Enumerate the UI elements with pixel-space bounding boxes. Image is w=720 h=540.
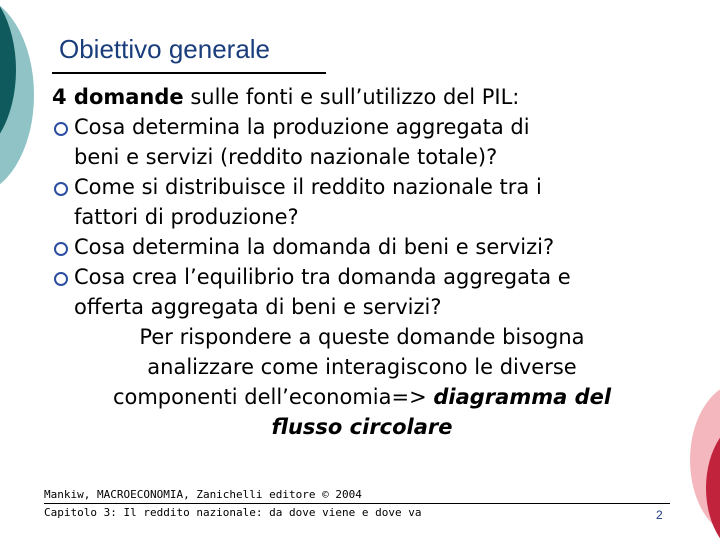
question-line: offerta aggregata di beni e servizi? — [74, 295, 442, 319]
question-item — [52, 172, 692, 232]
conclusion-line — [52, 382, 672, 412]
slide-title: Obiettivo generale — [59, 34, 271, 64]
conclusion-emphasis: flusso circolare — [271, 415, 453, 439]
conclusion-line: analizzare come interagiscono le diverse — [147, 355, 577, 379]
slide-body — [52, 82, 692, 442]
question-item — [52, 262, 692, 322]
title-underline — [52, 72, 326, 74]
bullet-icon — [54, 122, 68, 136]
conclusion-line: Per rispondere a queste domande bisogna — [139, 325, 585, 349]
question-item — [52, 112, 692, 172]
intro-rest: sulle fonti e sull’utilizzo del PIL: — [183, 85, 520, 109]
conclusion-line — [52, 412, 672, 442]
question-line: Cosa crea l’equilibrio tra domanda aggregata e — [74, 265, 571, 289]
question-item — [52, 232, 692, 262]
conclusion-paragraph — [52, 322, 692, 442]
intro-line — [52, 82, 692, 112]
bullet-icon — [54, 182, 68, 196]
footer-divider — [44, 503, 670, 504]
intro-bold: 4 domande — [52, 85, 184, 109]
bullet-icon — [54, 272, 68, 286]
footer-chapter: Capitolo 3: Il reddito nazionale: da dove viene e dove va — [44, 506, 422, 519]
question-line: beni e servizi (reddito nazionale totale)? — [74, 145, 498, 169]
page-number: 2 — [656, 508, 663, 522]
question-line: fattori di produzione? — [74, 205, 299, 229]
conclusion-emphasis: diagramma del — [433, 385, 612, 409]
footer-credit: Mankiw, MACROECONOMIA, Zanichelli editore © 2004 — [44, 488, 362, 501]
conclusion-plain: componenti dell’economia=> — [112, 385, 434, 409]
question-line: Cosa determina la domanda di beni e servizi? — [74, 235, 555, 259]
question-line: Come si distribuisce il reddito nazionale tra i — [74, 175, 542, 199]
question-line: Cosa determina la produzione aggregata di — [74, 115, 530, 139]
bullet-icon — [54, 242, 68, 256]
